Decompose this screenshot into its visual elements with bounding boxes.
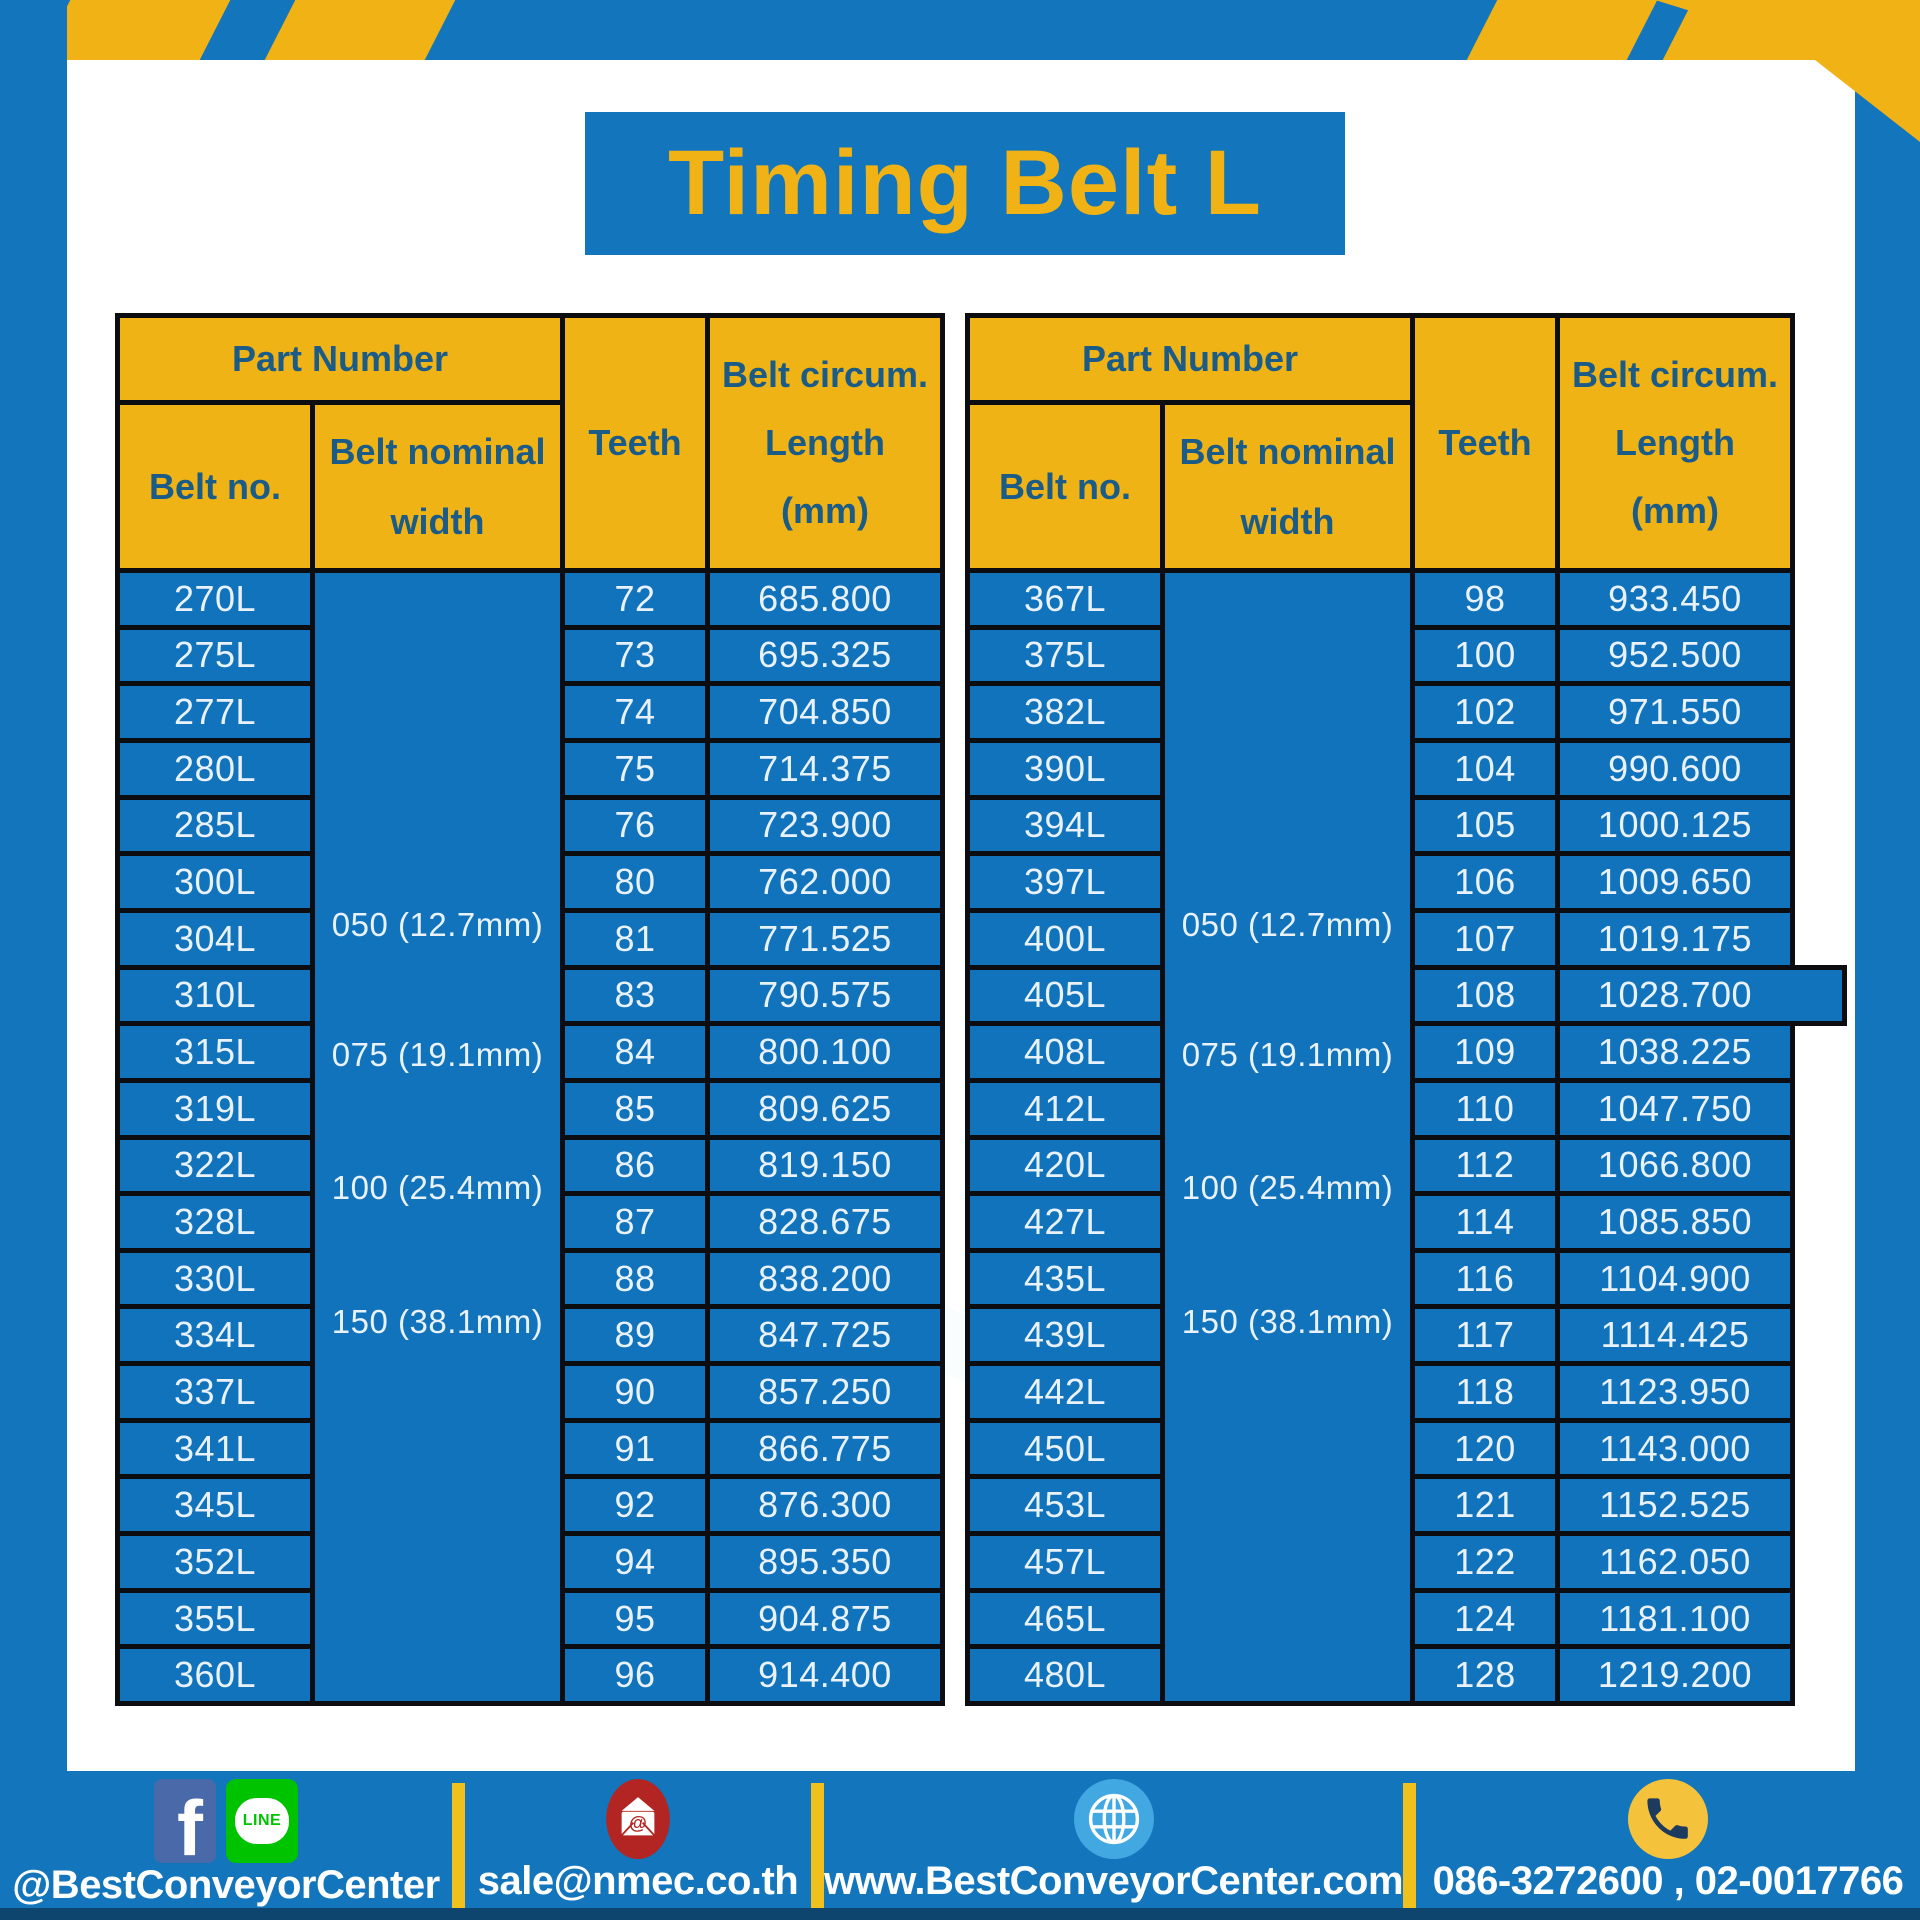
cell-teeth: 85 xyxy=(565,1083,705,1135)
cell-teeth: 120 xyxy=(1415,1423,1555,1475)
cell-belt-no: 280L xyxy=(120,743,310,795)
phone-icon[interactable] xyxy=(1627,1779,1709,1859)
width-value: 150 (38.1mm) xyxy=(331,1302,544,1340)
cell-belt-no: 360L xyxy=(120,1649,310,1701)
cell-belt-no: 439L xyxy=(970,1309,1160,1361)
header-teeth: Teeth xyxy=(565,318,705,568)
footer-divider xyxy=(811,1783,824,1908)
header-circ-line3: (mm) xyxy=(781,490,869,531)
line-bubble xyxy=(235,1798,289,1844)
footer-divider xyxy=(452,1783,465,1908)
cell-belt-no: 427L xyxy=(970,1196,1160,1248)
cell-belt-no: 310L xyxy=(120,970,310,1022)
cell-length: 904.875 xyxy=(710,1593,940,1645)
cell-length: 952.500 xyxy=(1560,630,1790,682)
cell-belt-no: 345L xyxy=(120,1479,310,1531)
cell-length: 1152.525 xyxy=(1560,1479,1790,1531)
cell-length: 857.250 xyxy=(710,1366,940,1418)
cell-length: 819.150 xyxy=(710,1140,940,1192)
header-belt-width-line2: width xyxy=(1240,500,1335,542)
cell-length: 866.775 xyxy=(710,1423,940,1475)
header-belt-no: Belt no. xyxy=(970,405,1160,568)
cell-teeth: 98 xyxy=(1415,573,1555,625)
cell-belt-no: 277L xyxy=(120,686,310,738)
header-belt-no: Belt no. xyxy=(120,405,310,568)
cell-teeth: 118 xyxy=(1415,1366,1555,1418)
width-value: 050 (12.7mm) xyxy=(1181,905,1394,943)
hazard-stripe xyxy=(40,0,231,60)
facebook-f-glyph: f xyxy=(177,1784,203,1863)
cell-length: 828.675 xyxy=(710,1196,940,1248)
title-banner xyxy=(585,112,1345,255)
left-frame-border xyxy=(0,0,67,1920)
belt-width-merged-cell xyxy=(315,573,560,1701)
footer-social-section xyxy=(0,1779,452,1907)
width-value: 150 (38.1mm) xyxy=(1181,1302,1394,1340)
cell-teeth: 124 xyxy=(1415,1593,1555,1645)
cell-teeth: 102 xyxy=(1415,686,1555,738)
cell-belt-no: 382L xyxy=(970,686,1160,738)
header-belt-width-line1: Belt nominal xyxy=(1179,430,1396,472)
cell-teeth: 107 xyxy=(1415,913,1555,965)
cell-teeth: 72 xyxy=(565,573,705,625)
cell-belt-no: 352L xyxy=(120,1536,310,1588)
cell-teeth: 114 xyxy=(1415,1196,1555,1248)
header-teeth: Teeth xyxy=(1415,318,1555,568)
email-label[interactable]: sale@nmec.co.th xyxy=(477,1859,799,1903)
cell-belt-no: 367L xyxy=(970,573,1160,625)
cell-belt-no: 328L xyxy=(120,1196,310,1248)
hazard-stripe xyxy=(265,0,456,60)
cell-teeth: 128 xyxy=(1415,1649,1555,1701)
cell-teeth: 91 xyxy=(565,1423,705,1475)
cell-belt-no: 285L xyxy=(120,800,310,852)
header-part-number: Part Number xyxy=(970,318,1410,400)
cell-belt-no: 300L xyxy=(120,856,310,908)
cell-belt-no: 337L xyxy=(120,1366,310,1418)
header-circ-line3: (mm) xyxy=(1631,490,1719,531)
cell-belt-no: 315L xyxy=(120,1026,310,1078)
cell-teeth: 117 xyxy=(1415,1309,1555,1361)
line-icon[interactable] xyxy=(226,1779,298,1863)
cell-belt-no: 412L xyxy=(970,1083,1160,1135)
footer-divider xyxy=(1403,1783,1416,1908)
cell-belt-no: 397L xyxy=(970,856,1160,908)
cell-teeth: 95 xyxy=(565,1593,705,1645)
cell-length: 876.300 xyxy=(710,1479,940,1531)
cell-belt-no: 435L xyxy=(970,1253,1160,1305)
cell-length: 1143.000 xyxy=(1560,1423,1790,1475)
cell-belt-no: 465L xyxy=(970,1593,1160,1645)
cell-teeth: 109 xyxy=(1415,1026,1555,1078)
header-circ-line2: Length xyxy=(1615,422,1735,463)
cell-length: 1066.800 xyxy=(1560,1140,1790,1192)
cell-belt-no: 304L xyxy=(120,913,310,965)
cell-teeth: 76 xyxy=(565,800,705,852)
header-circ-line1: Belt circum. xyxy=(1571,354,1779,395)
width-value: 075 (19.1mm) xyxy=(1181,1035,1394,1073)
cell-length: 762.000 xyxy=(710,856,940,908)
cell-belt-no: 275L xyxy=(120,630,310,682)
header-circ-line1: Belt circum. xyxy=(721,354,929,395)
header-belt-circum xyxy=(1560,318,1790,568)
cell-length: 1123.950 xyxy=(1560,1366,1790,1418)
page-title: Timing Belt L xyxy=(668,132,1262,234)
cell-belt-no: 330L xyxy=(120,1253,310,1305)
width-value: 050 (12.7mm) xyxy=(331,905,544,943)
footer-email-section xyxy=(465,1779,811,1904)
email-icon[interactable] xyxy=(603,1779,673,1859)
cell-teeth: 88 xyxy=(565,1253,705,1305)
cell-belt-no: 442L xyxy=(970,1366,1160,1418)
cell-teeth: 106 xyxy=(1415,856,1555,908)
cell-belt-no: 400L xyxy=(970,913,1160,965)
cell-teeth: 81 xyxy=(565,913,705,965)
cell-belt-no: 270L xyxy=(120,573,310,625)
cell-length: 714.375 xyxy=(710,743,940,795)
cell-teeth: 116 xyxy=(1415,1253,1555,1305)
cell-teeth: 74 xyxy=(565,686,705,738)
cell-teeth: 100 xyxy=(1415,630,1555,682)
globe-icon[interactable] xyxy=(1073,1779,1155,1859)
cell-belt-no: 408L xyxy=(970,1026,1160,1078)
cell-length: 1104.900 xyxy=(1560,1253,1790,1305)
cell-teeth: 122 xyxy=(1415,1536,1555,1588)
cell-teeth: 108 xyxy=(1415,970,1555,1022)
width-value: 100 (25.4mm) xyxy=(1181,1168,1394,1206)
cell-length: 1114.425 xyxy=(1560,1309,1790,1361)
cell-length: 1038.225 xyxy=(1560,1026,1790,1078)
cell-belt-no: 457L xyxy=(970,1536,1160,1588)
header-belt-width-line1: Belt nominal xyxy=(329,430,546,472)
right-frame-border xyxy=(1855,0,1920,1780)
cell-belt-no: 394L xyxy=(970,800,1160,852)
cell-belt-no: 341L xyxy=(120,1423,310,1475)
spec-table-right xyxy=(965,313,1795,1706)
footer-bottom-strip xyxy=(0,1908,1920,1920)
hazard-stripe xyxy=(1467,0,1658,60)
cell-length: 800.100 xyxy=(710,1026,940,1078)
cell-teeth: 110 xyxy=(1415,1083,1555,1135)
cell-teeth: 75 xyxy=(565,743,705,795)
cell-teeth: 80 xyxy=(565,856,705,908)
cell-belt-no: 405L xyxy=(970,970,1160,1022)
width-value: 075 (19.1mm) xyxy=(331,1035,544,1073)
phone-label[interactable]: 086-3272600 , 02-0017766 xyxy=(1432,1859,1904,1903)
header-circ-line2: Length xyxy=(765,422,885,463)
cell-length: 1019.175 xyxy=(1560,913,1790,965)
cell-length: 1009.650 xyxy=(1560,856,1790,908)
cell-belt-no: 420L xyxy=(970,1140,1160,1192)
cell-length: 809.625 xyxy=(710,1083,940,1135)
cell-length: 971.550 xyxy=(1560,686,1790,738)
cell-teeth: 121 xyxy=(1415,1479,1555,1531)
cell-teeth: 84 xyxy=(565,1026,705,1078)
cell-length: 990.600 xyxy=(1560,743,1790,795)
footer-phone-section xyxy=(1416,1779,1920,1904)
cell-length: 695.325 xyxy=(710,630,940,682)
cell-length: 1047.750 xyxy=(1560,1083,1790,1135)
cell-length: 933.450 xyxy=(1560,573,1790,625)
cell-length: 1181.100 xyxy=(1560,1593,1790,1645)
cell-length: 1219.200 xyxy=(1560,1649,1790,1701)
cell-teeth: 104 xyxy=(1415,743,1555,795)
cell-teeth: 86 xyxy=(565,1140,705,1192)
cell-teeth: 89 xyxy=(565,1309,705,1361)
cell-belt-no: 355L xyxy=(120,1593,310,1645)
cell-length: 771.525 xyxy=(710,913,940,965)
cell-length: 704.850 xyxy=(710,686,940,738)
header-belt-nominal-width xyxy=(315,405,560,568)
cell-length: 895.350 xyxy=(710,1536,940,1588)
cell-teeth: 105 xyxy=(1415,800,1555,852)
social-handle-label[interactable]: @BestConveyorCenter xyxy=(12,1863,440,1907)
spec-table-left xyxy=(115,313,945,1706)
cell-teeth: 112 xyxy=(1415,1140,1555,1192)
social-icons xyxy=(154,1779,298,1863)
cell-teeth: 96 xyxy=(565,1649,705,1701)
contact-footer xyxy=(0,1771,1920,1920)
facebook-icon[interactable] xyxy=(154,1779,216,1863)
width-value: 100 (25.4mm) xyxy=(331,1168,544,1206)
cell-belt-no: 390L xyxy=(970,743,1160,795)
cell-length: 723.900 xyxy=(710,800,940,852)
cell-belt-no: 319L xyxy=(120,1083,310,1135)
cell-length: 1000.125 xyxy=(1560,800,1790,852)
header-belt-circum xyxy=(710,318,940,568)
belt-width-merged-cell xyxy=(1165,573,1410,1701)
cell-length: 838.200 xyxy=(710,1253,940,1305)
cell-teeth: 73 xyxy=(565,630,705,682)
cell-belt-no: 375L xyxy=(970,630,1160,682)
cell-length: 1085.850 xyxy=(1560,1196,1790,1248)
cell-teeth: 90 xyxy=(565,1366,705,1418)
website-label[interactable]: www.BestConveyorCenter.com xyxy=(824,1859,1404,1903)
cell-length: 790.575 xyxy=(710,970,940,1022)
cell-belt-no: 322L xyxy=(120,1140,310,1192)
header-belt-width-line2: width xyxy=(390,500,485,542)
cell-teeth: 92 xyxy=(565,1479,705,1531)
footer-website-section xyxy=(824,1779,1403,1904)
cell-belt-no: 450L xyxy=(970,1423,1160,1475)
cell-teeth: 87 xyxy=(565,1196,705,1248)
cell-belt-no: 453L xyxy=(970,1479,1160,1531)
cell-belt-no: 480L xyxy=(970,1649,1160,1701)
cell-teeth: 94 xyxy=(565,1536,705,1588)
cell-length: 1028.700 xyxy=(1560,970,1790,1022)
cell-belt-no: 334L xyxy=(120,1309,310,1361)
header-belt-nominal-width xyxy=(1165,405,1410,568)
svg-text:@: @ xyxy=(629,1813,647,1833)
cell-length: 914.400 xyxy=(710,1649,940,1701)
cell-length: 1162.050 xyxy=(1560,1536,1790,1588)
cell-teeth: 83 xyxy=(565,970,705,1022)
line-label-glyph: LINE xyxy=(242,1812,282,1829)
header-part-number: Part Number xyxy=(120,318,560,400)
cell-length: 847.725 xyxy=(710,1309,940,1361)
cell-length: 685.800 xyxy=(710,573,940,625)
